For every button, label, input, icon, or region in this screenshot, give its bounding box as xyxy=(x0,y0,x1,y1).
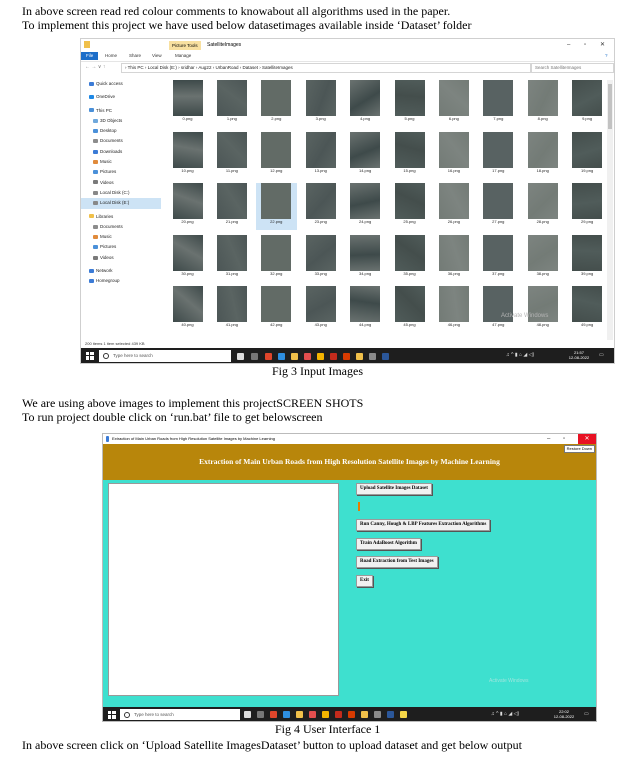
file-thumbnail[interactable] xyxy=(433,286,474,333)
file-name: 36.png xyxy=(447,270,460,276)
file-thumbnail[interactable] xyxy=(345,80,386,127)
nav-item-icon xyxy=(89,82,94,86)
notification-icon[interactable]: ▭ xyxy=(599,352,604,358)
chrome-icon[interactable] xyxy=(317,353,324,360)
folder-icon[interactable] xyxy=(356,353,363,360)
file-thumbnail[interactable] xyxy=(345,183,386,230)
satellite-image-preview xyxy=(217,235,247,271)
app-icon[interactable] xyxy=(265,353,272,360)
satellite-image-preview xyxy=(439,286,469,322)
file-thumbnail[interactable] xyxy=(211,80,252,127)
search-icon xyxy=(124,712,130,718)
nav-item-icon xyxy=(93,245,98,249)
satellite-image-preview xyxy=(483,235,513,271)
file-name: 3.png xyxy=(315,116,326,121)
file-thumbnail[interactable] xyxy=(345,235,386,282)
word-icon[interactable] xyxy=(387,711,394,718)
app-icon[interactable] xyxy=(374,711,381,718)
nav-item-label: Homegroup xyxy=(96,278,120,284)
file-name: 4.png xyxy=(360,116,371,121)
pdf-icon[interactable] xyxy=(330,353,337,360)
file-name: 8.png xyxy=(537,116,548,121)
app-icon[interactable] xyxy=(369,353,376,360)
file-name: 1.png xyxy=(226,116,237,121)
close-icon[interactable]: ✕ xyxy=(578,434,596,444)
satellite-image-preview xyxy=(261,286,291,322)
file-thumbnail[interactable] xyxy=(478,235,519,282)
satellite-image-preview xyxy=(528,132,558,168)
file-thumbnail[interactable] xyxy=(211,183,252,230)
file-explorer-screenshot xyxy=(80,38,615,364)
nav-item[interactable] xyxy=(81,147,161,157)
edge-icon[interactable] xyxy=(278,353,285,360)
file-thumbnail[interactable] xyxy=(300,80,341,127)
help-icon[interactable]: ? xyxy=(605,53,608,58)
nav-item[interactable] xyxy=(81,167,161,177)
taskbar xyxy=(103,707,597,722)
maximize-icon[interactable]: ▫ xyxy=(584,42,587,48)
file-name: 16.png xyxy=(447,167,460,173)
file-name: 7.png xyxy=(493,116,504,121)
nav-item-label: Desktop xyxy=(100,128,117,134)
file-name: 40.png xyxy=(181,322,194,327)
file-thumbnail[interactable] xyxy=(567,183,608,230)
explorer-ribbon xyxy=(81,51,614,62)
nav-item-label: Local Disk (C:) xyxy=(100,189,130,195)
explorer-titlebar xyxy=(81,39,614,51)
file-name: 34.png xyxy=(358,270,372,276)
file-name: 24.png xyxy=(358,219,372,224)
file-name: 45.png xyxy=(403,322,416,327)
explorer-window-title: SatelliteImages xyxy=(207,42,242,48)
nav-item-label: Pictures xyxy=(100,169,117,175)
satellite-image-preview xyxy=(528,80,558,116)
taskbar-search-input[interactable]: Type here to search xyxy=(99,350,231,362)
file-thumbnail[interactable] xyxy=(567,286,608,333)
file-name: 30.png xyxy=(181,270,194,276)
file-thumbnail[interactable] xyxy=(211,286,252,333)
satellite-image-preview xyxy=(261,132,291,168)
nav-item-label: This PC xyxy=(96,107,113,113)
app-icon[interactable] xyxy=(309,711,316,718)
folder-icon[interactable] xyxy=(361,711,368,718)
ribbon-tab-share[interactable]: Share xyxy=(129,53,142,58)
nav-item-icon xyxy=(89,279,94,283)
nav-item[interactable] xyxy=(81,126,161,136)
nav-item[interactable] xyxy=(81,232,161,242)
status-bar: 200 items 1 item selected 439 KB xyxy=(85,341,145,346)
nav-item-icon xyxy=(93,119,98,123)
nav-item-label: Videos xyxy=(100,254,114,260)
nav-item-label: Local Disk (E:) xyxy=(100,200,130,206)
file-name: 11.png xyxy=(225,167,238,173)
nav-item-label: Music xyxy=(100,159,112,165)
file-name: 19.png xyxy=(580,167,594,173)
nav-item-label: Network xyxy=(96,268,113,274)
file-name: 44.png xyxy=(358,322,372,327)
file-thumbnail[interactable] xyxy=(345,286,386,333)
file-thumbnail[interactable] xyxy=(478,183,519,230)
train-adaboost-button[interactable]: Train AdaBoost Algorithm xyxy=(356,538,421,550)
nav-item-icon xyxy=(93,170,98,174)
file-thumbnail[interactable] xyxy=(211,235,252,282)
close-icon[interactable]: ✕ xyxy=(600,42,606,48)
file-name: 17.png xyxy=(492,167,505,173)
file-thumbnail[interactable] xyxy=(300,183,341,230)
nav-item[interactable] xyxy=(81,242,161,252)
nav-item[interactable] xyxy=(81,157,161,167)
minimize-icon[interactable]: – xyxy=(547,436,551,442)
file-thumbnail[interactable] xyxy=(256,286,297,333)
satellite-image-preview xyxy=(572,80,602,116)
file-thumbnail[interactable] xyxy=(433,235,474,282)
app-titlebar xyxy=(103,434,596,444)
file-thumbnail[interactable] xyxy=(522,80,563,127)
satellite-image-preview xyxy=(350,80,380,116)
activate-windows-watermark: Activate Windows xyxy=(501,313,549,319)
satellite-image-preview xyxy=(395,132,425,168)
satellite-image-preview xyxy=(261,80,291,116)
satellite-image-preview xyxy=(439,235,469,271)
ribbon-tab-file[interactable]: File xyxy=(81,52,98,60)
satellite-image-preview xyxy=(261,235,291,271)
file-name: 47.png xyxy=(492,322,505,327)
nav-item-icon xyxy=(93,256,98,260)
satellite-image-preview xyxy=(217,132,247,168)
file-name: 43.png xyxy=(314,322,327,327)
file-thumbnail[interactable] xyxy=(300,286,341,333)
file-name: 10.png xyxy=(181,167,194,173)
file-name: 26.png xyxy=(447,219,460,224)
nav-item-icon xyxy=(93,201,98,205)
nav-item-label: Libraries xyxy=(96,213,114,219)
taskbar-clock[interactable]: 22:02 12-08-2022 xyxy=(553,709,575,719)
file-name: 14.png xyxy=(358,167,372,173)
nav-item[interactable] xyxy=(81,106,161,116)
progress-indicator xyxy=(358,502,360,511)
satellite-image-preview xyxy=(483,183,513,219)
file-thumbnail[interactable] xyxy=(167,286,208,333)
satellite-image-preview xyxy=(439,80,469,116)
file-name: 18.png xyxy=(536,167,549,173)
paragraph-screenshots: We are using above images to implement this projectSCREEN SHOTS xyxy=(22,396,364,410)
file-name: 32.png xyxy=(270,270,283,276)
file-thumbnail[interactable] xyxy=(433,80,474,127)
satellite-image-preview xyxy=(173,80,203,116)
word-icon[interactable] xyxy=(382,353,389,360)
nav-item-icon xyxy=(93,180,98,184)
python-icon[interactable] xyxy=(400,711,407,718)
satellite-image-preview xyxy=(439,132,469,168)
file-name: 9.png xyxy=(582,116,593,121)
nav-item-label: Music xyxy=(100,234,112,240)
file-thumbnail[interactable] xyxy=(478,80,519,127)
nav-item[interactable] xyxy=(81,266,161,276)
feature-extraction-button[interactable]: Run Canny, Hough & LBP Features Extraction Algorithms xyxy=(356,519,490,531)
satellite-image-preview xyxy=(395,286,425,322)
system-tray-icons[interactable]: ♫ ^ ▮ ⌂ ◢ ◁) xyxy=(506,352,535,358)
satellite-image-preview xyxy=(350,235,380,271)
explorer-search-input[interactable]: Search SatelliteImages xyxy=(531,63,614,73)
windows-start-icon[interactable] xyxy=(86,352,94,360)
nav-item-icon xyxy=(89,108,94,112)
file-name: 27.png xyxy=(492,219,505,224)
file-name: 0.png xyxy=(182,116,193,121)
paragraph-run: To run project double click on ‘run.bat’ file to get belowscreen xyxy=(22,410,323,424)
app-icon[interactable] xyxy=(270,711,277,718)
address-bar-row xyxy=(81,62,614,73)
nav-item-label: 3D Objects xyxy=(100,117,123,123)
file-thumbnail[interactable] xyxy=(522,183,563,230)
figure-3-caption: Fig 3 Input Images xyxy=(272,364,363,378)
file-thumbnail[interactable] xyxy=(522,286,563,333)
nav-item-icon xyxy=(89,269,94,273)
nav-item[interactable] xyxy=(81,212,161,222)
nav-item-icon xyxy=(89,95,94,99)
file-thumbnail[interactable] xyxy=(167,235,208,282)
file-thumbnail[interactable] xyxy=(567,80,608,127)
satellite-image-preview xyxy=(350,286,380,322)
file-name: 5.png xyxy=(404,116,415,121)
satellite-image-preview xyxy=(395,183,425,219)
file-name: 37.png xyxy=(492,270,505,276)
file-thumbnail[interactable] xyxy=(389,80,430,127)
file-thumbnail[interactable] xyxy=(389,286,430,333)
file-thumbnail[interactable] xyxy=(522,132,563,179)
satellite-image-preview xyxy=(173,286,203,322)
file-explorer-icon[interactable] xyxy=(296,711,303,718)
satellite-image-preview xyxy=(217,183,247,219)
satellite-image-preview xyxy=(350,132,380,168)
road-extraction-button[interactable]: Road Extraction from Test Images xyxy=(356,556,438,568)
taskbar-search-input[interactable]: Type here to search xyxy=(120,709,240,720)
file-name: 25.png xyxy=(403,219,416,224)
file-name: 22.png xyxy=(270,219,283,224)
file-name: 21.png xyxy=(225,219,238,224)
file-thumbnail[interactable] xyxy=(567,132,608,179)
application-window-screenshot xyxy=(102,433,597,722)
address-bar[interactable]: › This PC › Local Disk (E:) › sridhar › Aug22 › UrbanRoad › Dataset › SatelliteImages xyxy=(121,63,531,73)
satellite-image-preview xyxy=(261,183,291,219)
app-banner-title: Extraction of Main Urban Roads from High Resolution Satellite Images by Machine Learning xyxy=(103,444,596,480)
satellite-image-preview xyxy=(306,80,336,116)
satellite-image-preview xyxy=(395,235,425,271)
taskbar xyxy=(81,348,615,364)
satellite-image-preview xyxy=(306,132,336,168)
minimize-icon[interactable]: – xyxy=(567,42,571,48)
figure-4-caption: Fig 4 User Interface 1 xyxy=(275,722,381,736)
powerpoint-icon[interactable] xyxy=(348,711,355,718)
file-explorer-icon[interactable] xyxy=(291,353,298,360)
vertical-scrollbar[interactable] xyxy=(607,80,613,340)
file-name: 41.png xyxy=(225,322,238,327)
nav-arrows-icon[interactable]: ← → ∨ ↑ xyxy=(85,64,106,70)
file-name: 35.png xyxy=(403,270,416,276)
output-text-area[interactable] xyxy=(108,483,339,696)
nav-item-label: Videos xyxy=(100,179,114,185)
satellite-image-preview xyxy=(439,183,469,219)
folder-icon xyxy=(84,41,90,48)
file-name: 39.png xyxy=(580,270,594,276)
task-view-icon[interactable] xyxy=(257,711,264,718)
file-thumbnail[interactable] xyxy=(256,80,297,127)
file-name: 49.png xyxy=(580,322,594,327)
nav-item-icon xyxy=(93,225,98,229)
paragraph-intro: In above screen read red colour comments to knowabout all algorithms used in the paper. xyxy=(22,4,451,18)
task-view-icon[interactable] xyxy=(251,353,258,360)
file-name: 42.png xyxy=(270,322,283,327)
paragraph-upload: In above screen click on ‘Upload Satellite ImagesDataset’ button to upload dataset and get below output xyxy=(22,738,522,752)
maximize-icon[interactable]: ▫ xyxy=(563,436,566,442)
satellite-image-preview xyxy=(572,183,602,219)
nav-item[interactable] xyxy=(81,178,161,188)
activate-windows-watermark: Activate Windows xyxy=(489,678,529,684)
python-feather-icon xyxy=(106,436,109,442)
nav-item-icon xyxy=(93,129,98,133)
satellite-image-preview xyxy=(528,235,558,271)
file-thumbnail[interactable] xyxy=(256,132,297,179)
file-thumbnail[interactable] xyxy=(300,132,341,179)
taskbar-clock[interactable]: 21:57 12-08-2022 xyxy=(568,350,590,360)
app-window-title: Extraction of Main Urban Roads from High Resolution Satellite Images by Machine Learning xyxy=(112,436,275,441)
file-thumbnail[interactable] xyxy=(389,183,430,230)
nav-item-icon xyxy=(93,235,98,239)
notification-icon[interactable]: ▭ xyxy=(584,711,589,717)
search-icon xyxy=(103,353,109,359)
satellite-image-preview xyxy=(572,132,602,168)
ribbon-tab-home[interactable]: Home xyxy=(105,53,118,58)
pdf-icon[interactable] xyxy=(335,711,342,718)
file-thumbnail[interactable] xyxy=(167,183,208,230)
file-thumbnail[interactable] xyxy=(345,132,386,179)
file-thumbnail[interactable] xyxy=(167,132,208,179)
file-thumbnail[interactable] xyxy=(433,183,474,230)
file-thumbnail[interactable] xyxy=(256,235,297,282)
file-name: 2.png xyxy=(271,116,282,121)
satellite-image-preview xyxy=(350,183,380,219)
paragraph-dataset: To implement this project we have used below datasetimages available inside ‘Dataset’ folder xyxy=(22,18,472,32)
powerpoint-icon[interactable] xyxy=(343,353,350,360)
ribbon-tab-view[interactable]: View xyxy=(152,53,162,58)
satellite-image-preview xyxy=(572,286,602,322)
satellite-image-preview xyxy=(173,235,203,271)
file-name: 38.png xyxy=(536,270,549,276)
nav-item[interactable] xyxy=(81,253,161,263)
satellite-image-preview xyxy=(306,235,336,271)
exit-button[interactable]: Exit xyxy=(356,575,373,587)
nav-item-label: Pictures xyxy=(100,244,117,250)
satellite-image-preview xyxy=(173,132,203,168)
nav-item-label: Documents xyxy=(100,138,123,144)
upload-dataset-button[interactable]: Upload Satellite Images Dataset xyxy=(356,483,432,495)
satellite-image-preview xyxy=(572,235,602,271)
nav-item[interactable] xyxy=(81,116,161,126)
nav-item-icon xyxy=(93,150,98,154)
windows-start-icon[interactable] xyxy=(108,711,116,719)
nav-item[interactable] xyxy=(81,79,161,89)
satellite-image-preview xyxy=(528,183,558,219)
nav-item[interactable] xyxy=(81,92,161,102)
satellite-image-preview xyxy=(395,80,425,116)
nav-item[interactable] xyxy=(81,222,161,232)
file-thumbnail[interactable] xyxy=(433,132,474,179)
nav-item-icon xyxy=(93,139,98,143)
nav-item-label: OneDrive xyxy=(96,94,116,100)
satellite-image-preview xyxy=(306,286,336,322)
nav-item[interactable] xyxy=(81,276,161,286)
file-name: 12.png xyxy=(270,167,283,173)
nav-item-label: Downloads xyxy=(100,148,123,154)
nav-item[interactable] xyxy=(81,198,161,208)
file-name: 33.png xyxy=(314,270,327,276)
nav-item[interactable] xyxy=(81,188,161,198)
file-thumbnail[interactable] xyxy=(167,80,208,127)
satellite-image-preview xyxy=(483,80,513,116)
chrome-icon[interactable] xyxy=(322,711,329,718)
file-name: 15.png xyxy=(403,167,416,173)
satellite-image-preview xyxy=(217,286,247,322)
file-thumbnail[interactable] xyxy=(211,132,252,179)
file-name: 13.png xyxy=(314,167,327,173)
file-name: 23.png xyxy=(314,219,327,224)
satellite-image-preview xyxy=(173,183,203,219)
satellite-image-preview xyxy=(483,132,513,168)
file-thumbnail[interactable] xyxy=(522,235,563,282)
file-thumbnail[interactable] xyxy=(389,235,430,282)
microphone-icon[interactable] xyxy=(237,353,244,360)
navigation-pane xyxy=(81,79,161,287)
file-thumbnail[interactable] xyxy=(478,286,519,333)
file-name: 6.png xyxy=(448,116,459,121)
file-name: 28.png xyxy=(536,219,549,224)
file-name: 48.png xyxy=(536,322,549,327)
nav-item-icon xyxy=(93,191,98,195)
edge-icon[interactable] xyxy=(283,711,290,718)
system-tray-icons[interactable]: ♫ ^ ▮ ⌂ ◢ ◁) xyxy=(491,711,520,717)
file-name: 29.png xyxy=(580,219,594,224)
file-thumbnail[interactable] xyxy=(478,132,519,179)
satellite-image-preview xyxy=(217,80,247,116)
file-thumbnail[interactable] xyxy=(300,235,341,282)
nav-item-label: Quick access xyxy=(96,81,123,86)
file-thumbnail[interactable] xyxy=(567,235,608,282)
file-name: 31.png xyxy=(225,270,238,276)
satellite-image-preview xyxy=(306,183,336,219)
file-thumbnail[interactable] xyxy=(256,183,297,230)
nav-item-icon xyxy=(89,214,94,218)
ribbon-tab-manage[interactable]: Manage xyxy=(175,53,192,58)
nav-item-label: Documents xyxy=(100,223,123,229)
file-thumbnail[interactable] xyxy=(389,132,430,179)
restore-down-tooltip: Restore Down xyxy=(564,445,595,453)
microphone-icon[interactable] xyxy=(244,711,251,718)
file-name: 20.png xyxy=(181,219,194,224)
nav-item[interactable] xyxy=(81,136,161,146)
file-name: 46.png xyxy=(447,322,460,327)
nav-item-icon xyxy=(93,160,98,164)
app-icon[interactable] xyxy=(304,353,311,360)
picture-tools-tab[interactable]: Picture Tools xyxy=(169,41,201,50)
